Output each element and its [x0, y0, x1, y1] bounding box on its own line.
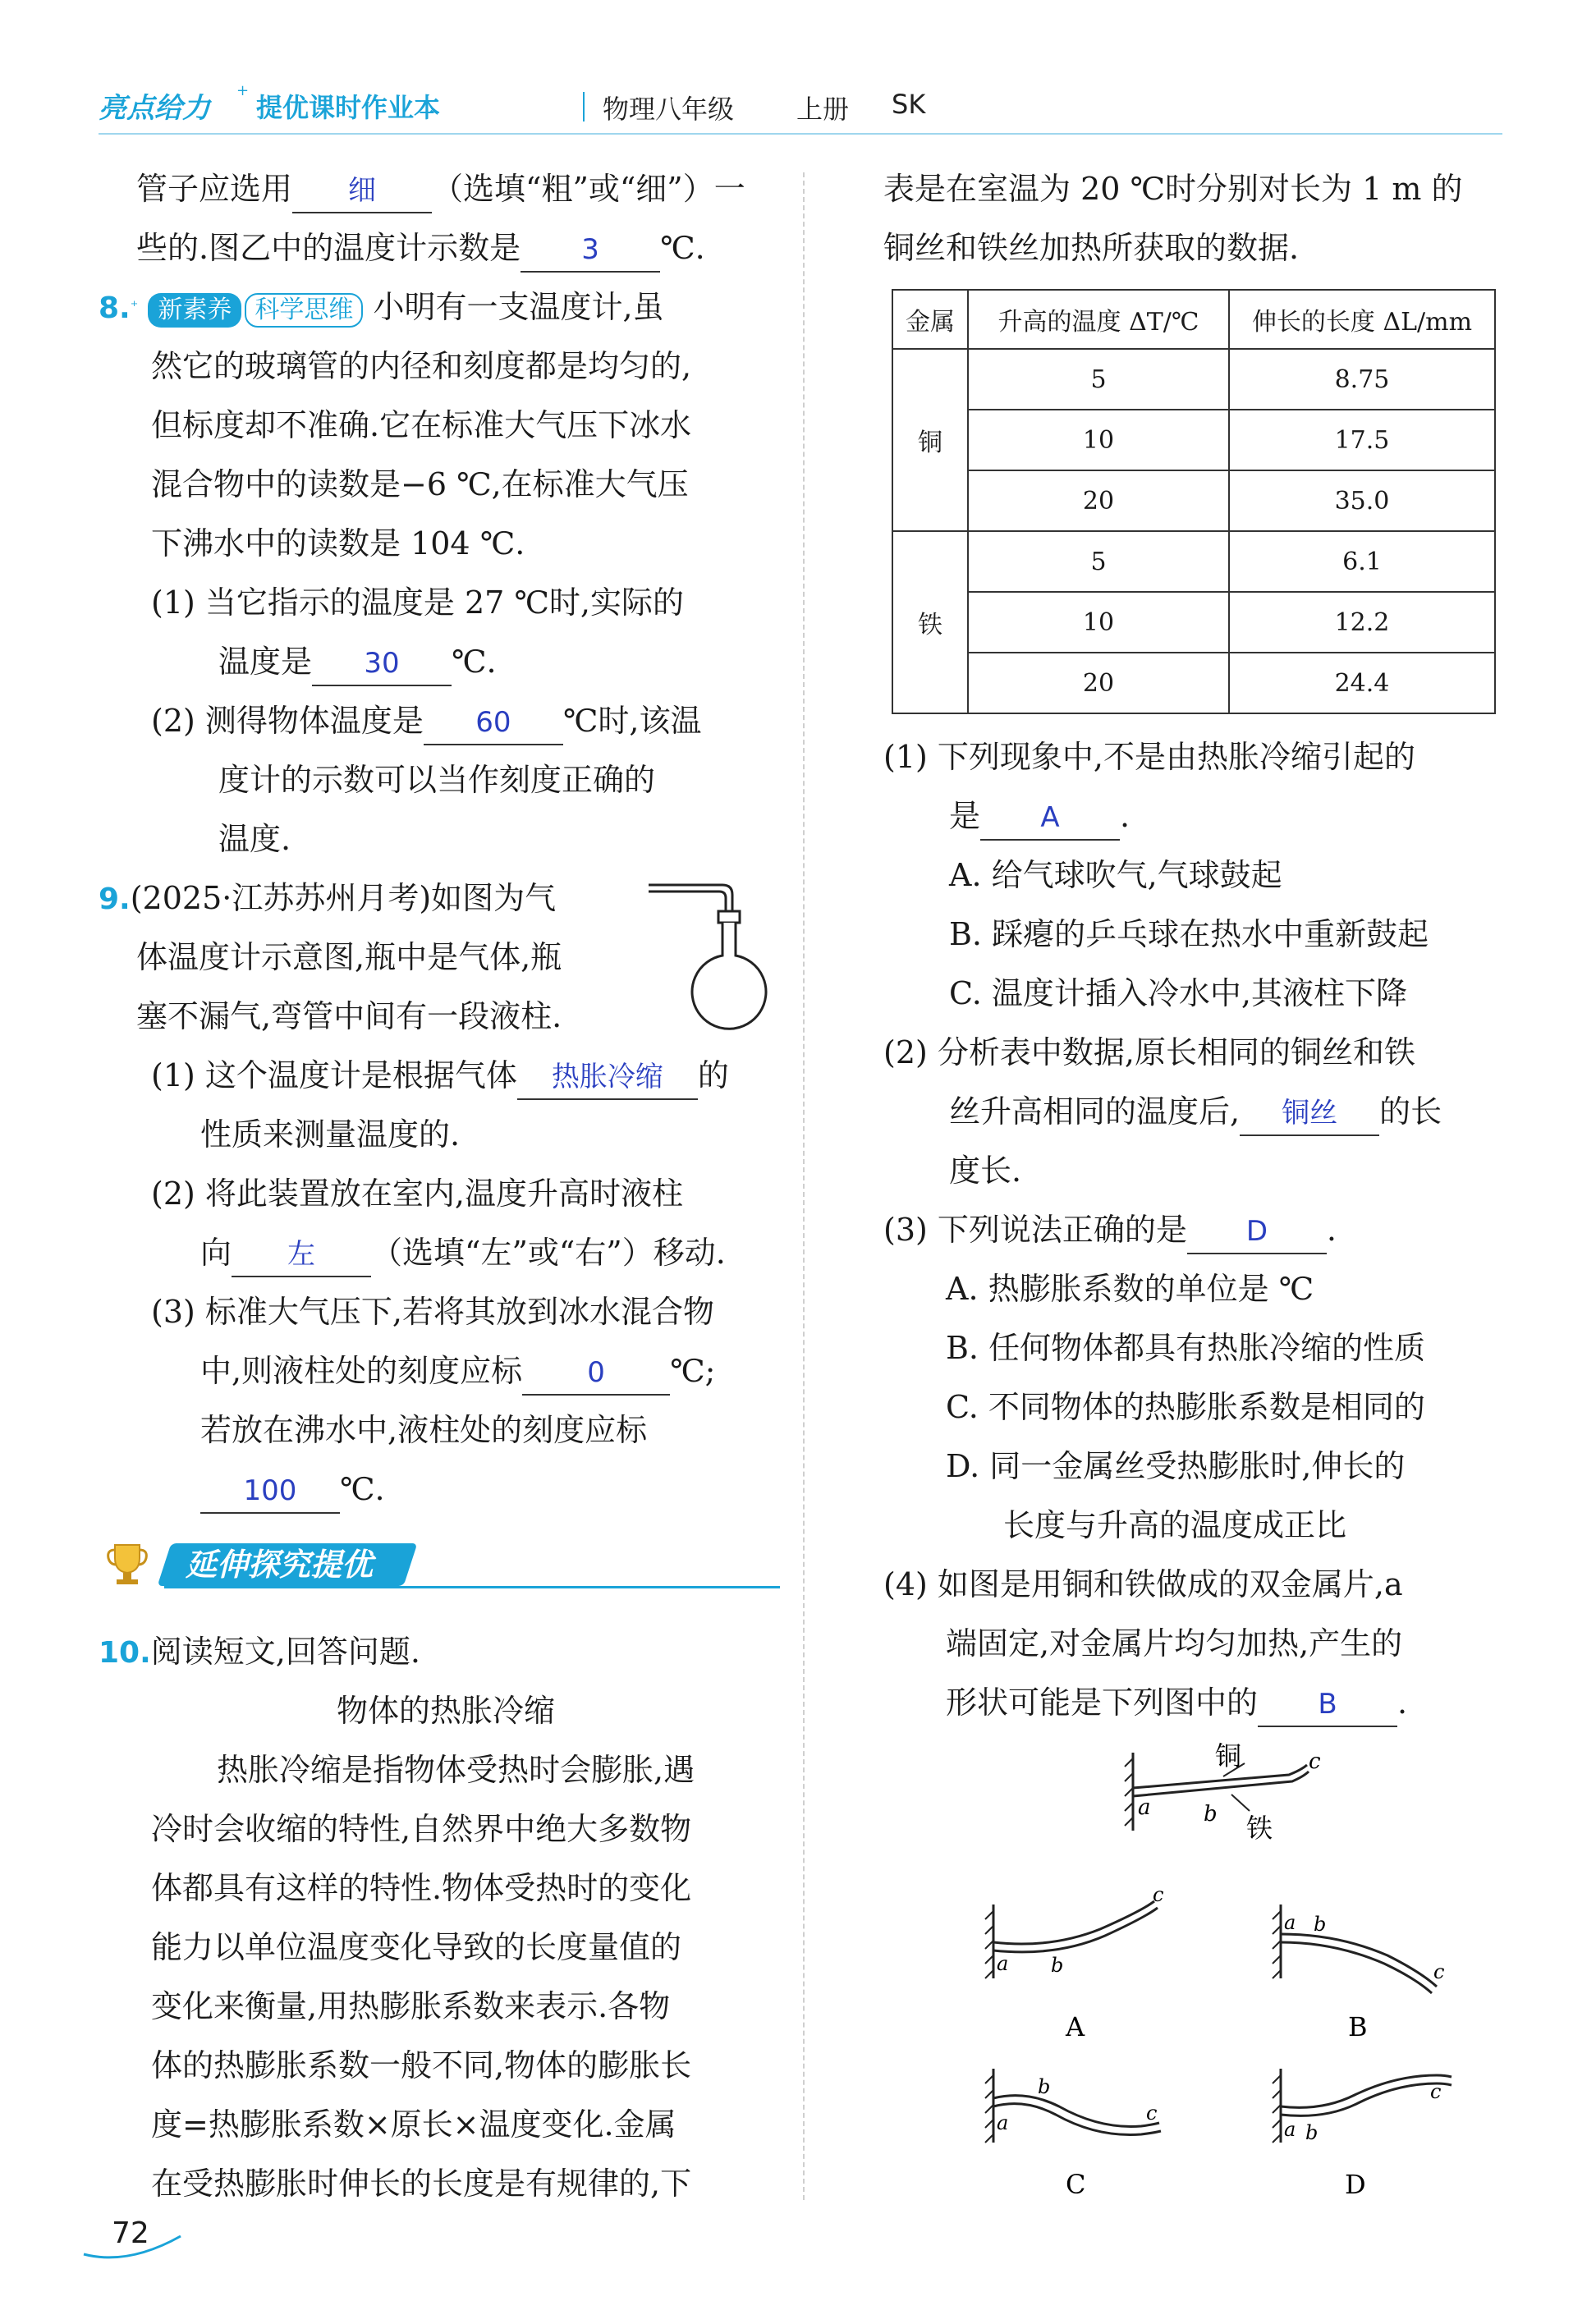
choice-b-label: B [1348, 2011, 1368, 2042]
choice-a-label: A [1066, 2011, 1085, 2042]
svg-text:b: b [1051, 1954, 1064, 1977]
q8-part2-line-2: 度计的示数可以当作刻度正确的 [218, 762, 656, 798]
volume-label: 上册 [796, 94, 850, 125]
rq3-line-1: (3) 下列说法正确的是 D . [883, 1208, 1337, 1254]
svg-text:b: b [1038, 2075, 1051, 2098]
q9-line-3: 塞不漏气,弯管中间有一段液柱. [136, 998, 562, 1034]
q10-body-8: 在受热膨胀时伸长的长度是有规律的,下 [151, 2166, 692, 2202]
q10-number: 10. [99, 1636, 151, 1670]
choice-c-diagram [985, 2069, 1161, 2200]
column-divider [803, 172, 805, 2200]
table-cell: 35.0 [1229, 470, 1495, 531]
rq1-option-c: C. 温度计插入冷水中,其液柱下降 [949, 975, 1407, 1011]
table-metal-copper: 铜 [892, 349, 968, 531]
table-header-length: 伸长的长度 ΔL/mm [1229, 290, 1495, 349]
section-banner [107, 1537, 780, 1594]
rq1-line-1: (1) 下列现象中,不是由热胀冷缩引起的 [883, 739, 1415, 775]
q7-line-1: 管子应选用 细 （选填“粗”或“细”）一 [136, 167, 745, 213]
choice-d-diagram [1273, 2069, 1452, 2200]
q8-line-1: 8.⁺ 新素养 科学思维 小明有一支温度计,虽 [99, 286, 664, 330]
svg-text:a: a [1284, 2118, 1296, 2141]
table-row [892, 531, 1495, 592]
table-cell: 17.5 [1229, 410, 1495, 470]
label-copper: 铜 [1215, 1740, 1242, 1772]
q9-part3-line-2: 中,则液柱处的刻度应标 0 ℃; [200, 1350, 715, 1396]
rq1-answer[interactable]: A [980, 796, 1120, 841]
q8-answer-1[interactable]: 30 [312, 642, 452, 686]
new-literacy-tag: 新素养 [148, 293, 241, 328]
q9-part2-line-2: 向 左 （选填“左”或“右”）移动. [200, 1231, 726, 1277]
table-row [892, 470, 1495, 531]
science-thinking-tag: 科学思维 [245, 293, 363, 328]
header-divider [583, 92, 585, 121]
q10-body-7: 度=热膨胀系数×原长×温度变化.金属 [151, 2106, 676, 2143]
table-cell: 10 [968, 410, 1229, 470]
section-underline [164, 1586, 780, 1588]
label-c: c [1309, 1749, 1321, 1774]
page-number [79, 2216, 194, 2266]
star-icon: + [236, 82, 250, 99]
right-intro-1: 表是在室温为 20 ℃时分别对长为 1 m 的 [883, 171, 1463, 207]
q7-line-2: 些的.图乙中的温度计示数是 3 ℃. [136, 227, 705, 273]
rq3-option-d: D. 同一金属丝受热膨胀时,伸长的 [946, 1448, 1406, 1484]
q9-line-2: 体温度计示意图,瓶中是气体,瓶 [136, 939, 562, 975]
table-cell: 10 [968, 592, 1229, 653]
trophy-icon [107, 1542, 148, 1588]
rq3-option-c: C. 不同物体的热膨胀系数是相同的 [946, 1389, 1425, 1425]
svg-text:c: c [1153, 1883, 1164, 1906]
table-row [892, 592, 1495, 653]
q9-number: 9. [99, 882, 131, 916]
q9-line-1: 9.(2025·江苏苏州月考)如图为气 [99, 880, 557, 916]
rq1-line-2: 是 A . [949, 795, 1130, 841]
rq3-answer[interactable]: D [1187, 1210, 1327, 1254]
table-header-metal: 金属 [892, 290, 968, 349]
subject-label: 物理八年级 [603, 94, 735, 125]
choice-a-diagram [985, 1883, 1163, 2042]
rq1-option-a: A. 给气球吹气,气球鼓起 [949, 857, 1282, 893]
table-cell: 20 [968, 470, 1229, 531]
q10-title: 物体的热胀冷缩 [337, 1693, 556, 1729]
q10-body-6: 体的热膨胀系数一般不同,物体的膨胀长 [151, 2047, 692, 2083]
svg-text:a: a [1284, 1911, 1296, 1934]
rq4-line-1: (4) 如图是用铜和铁做成的双金属片,a [883, 1566, 1403, 1602]
rq1-option-b: B. 踩瘪的乒乓球在热水中重新鼓起 [949, 916, 1429, 952]
svg-text:c: c [1430, 2080, 1442, 2103]
rq4-line-3: 形状可能是下列图中的 B . [946, 1681, 1407, 1727]
page-number-text: 72 [112, 2216, 149, 2250]
rq2-answer[interactable]: 铜丝 [1240, 1092, 1379, 1136]
q9-answer-3[interactable]: 0 [522, 1351, 670, 1396]
q8-number: 8. [99, 291, 131, 325]
q10-body-2: 冷时会收缩的特性,自然界中绝大多数物 [151, 1811, 692, 1847]
table-cell: 12.2 [1229, 592, 1495, 653]
table-row [892, 349, 1495, 410]
right-intro-2: 铜丝和铁丝加热所获取的数据. [883, 230, 1300, 266]
q9-part3-line-4: 100 ℃. [200, 1468, 385, 1514]
table-cell: 6.1 [1229, 531, 1495, 592]
q9-part3-line-3: 若放在沸水中,液柱处的刻度应标 [200, 1412, 648, 1448]
q9-answer-1[interactable]: 热胀冷缩 [517, 1056, 698, 1100]
rq3-option-b: B. 任何物体都具有热胀冷缩的性质 [946, 1330, 1426, 1366]
svg-text:c: c [1433, 1960, 1445, 1983]
q9-answer-4[interactable]: 100 [200, 1469, 340, 1514]
table-cell: 24.4 [1229, 653, 1495, 713]
q10-body-4: 能力以单位温度变化导致的长度量值的 [151, 1929, 682, 1965]
rq3-option-a: A. 热膨胀系数的单位是 ℃ [946, 1271, 1314, 1307]
q8-part2-line-3: 温度. [218, 821, 291, 857]
choice-b-diagram [1273, 1905, 1444, 2042]
header-rule [99, 133, 1502, 135]
brand-logo: 亮点给力 [99, 92, 210, 125]
label-b: b [1204, 1802, 1218, 1827]
edition-label: SK [892, 89, 926, 120]
gas-thermometer-figure [640, 870, 788, 1034]
q8-line-5: 下沸水中的读数是 104 ℃. [151, 525, 525, 561]
svg-text:b: b [1305, 2121, 1319, 2144]
q10-body-5: 变化来衡量,用热膨胀系数来表示.各物 [151, 1988, 671, 2024]
section-title: 延伸探究提优 [186, 1547, 374, 1583]
q8-part1-line-1: (1) 当它指示的温度是 27 ℃时,实际的 [151, 584, 685, 621]
q10-line-1: 10.阅读短文,回答问题. [99, 1634, 420, 1670]
table-row [892, 410, 1495, 470]
svg-text:a: a [997, 1952, 1009, 1975]
q8-line-4: 混合物中的读数是−6 ℃,在标准大气压 [151, 466, 689, 502]
rq2-line-3: 度长. [949, 1153, 1022, 1189]
table-cell: 5 [968, 349, 1229, 410]
rq2-line-2: 丝升高相同的温度后, 铜丝 的长 [949, 1090, 1442, 1136]
svg-text:a: a [997, 2111, 1009, 2134]
q10-body-3: 体都具有这样的特性.物体受热时的变化 [151, 1870, 692, 1906]
q8-part2-line-1: (2) 测得物体温度是 60 ℃时,该温 [151, 699, 702, 745]
bimetal-main-diagram [1125, 1740, 1321, 1844]
choice-c-label: C [1066, 2169, 1086, 2200]
page-header [99, 82, 1543, 131]
q9-part3-line-1: (3) 标准大气压下,若将其放到冰水混合物 [151, 1294, 714, 1330]
table-cell: 20 [968, 653, 1229, 713]
bimetal-figure [977, 1740, 1502, 2200]
table-row [892, 653, 1495, 713]
expansion-table [892, 289, 1496, 714]
rq2-line-1: (2) 分析表中数据,原长相同的铜丝和铁 [883, 1034, 1415, 1070]
q9-answer-2[interactable]: 左 [232, 1233, 371, 1277]
q7-answer-1[interactable]: 细 [292, 169, 432, 213]
table-cell: 8.75 [1229, 349, 1495, 410]
choice-d-label: D [1345, 2169, 1366, 2200]
rq4-answer[interactable]: B [1258, 1683, 1397, 1727]
series-title: 提优课时作业本 [256, 92, 441, 123]
q8-line-3: 但标度却不准确.它在标准大气压下冰水 [151, 407, 692, 443]
table-cell: 5 [968, 531, 1229, 592]
q9-part1-line-1: (1) 这个温度计是根据气体 热胀冷缩 的 [151, 1054, 729, 1100]
q8-answer-2[interactable]: 60 [424, 701, 563, 745]
table-header-temp: 升高的温度 ΔT/℃ [968, 290, 1229, 349]
q7-answer-2[interactable]: 3 [521, 228, 660, 273]
q8-part1-line-2: 温度是 30 ℃. [218, 640, 497, 686]
q8-line-2: 然它的玻璃管的内径和刻度都是均匀的, [151, 348, 692, 384]
q10-body-1: 热胀冷缩是指物体受热时会膨胀,遇 [217, 1752, 695, 1788]
rq3-option-d-cont: 长度与升高的温度成正比 [1003, 1507, 1347, 1543]
q9-part2-line-1: (2) 将此装置放在室内,温度升高时液柱 [151, 1176, 683, 1212]
q9-part1-line-2: 性质来测量温度的. [200, 1116, 461, 1153]
table-metal-iron: 铁 [892, 531, 968, 713]
svg-text:c: c [1146, 2102, 1158, 2125]
label-iron: 铁 [1246, 1813, 1273, 1844]
label-a: a [1138, 1795, 1151, 1820]
svg-text:b: b [1314, 1913, 1327, 1936]
rq4-line-2: 端固定,对金属片均匀加热,产生的 [946, 1625, 1403, 1662]
